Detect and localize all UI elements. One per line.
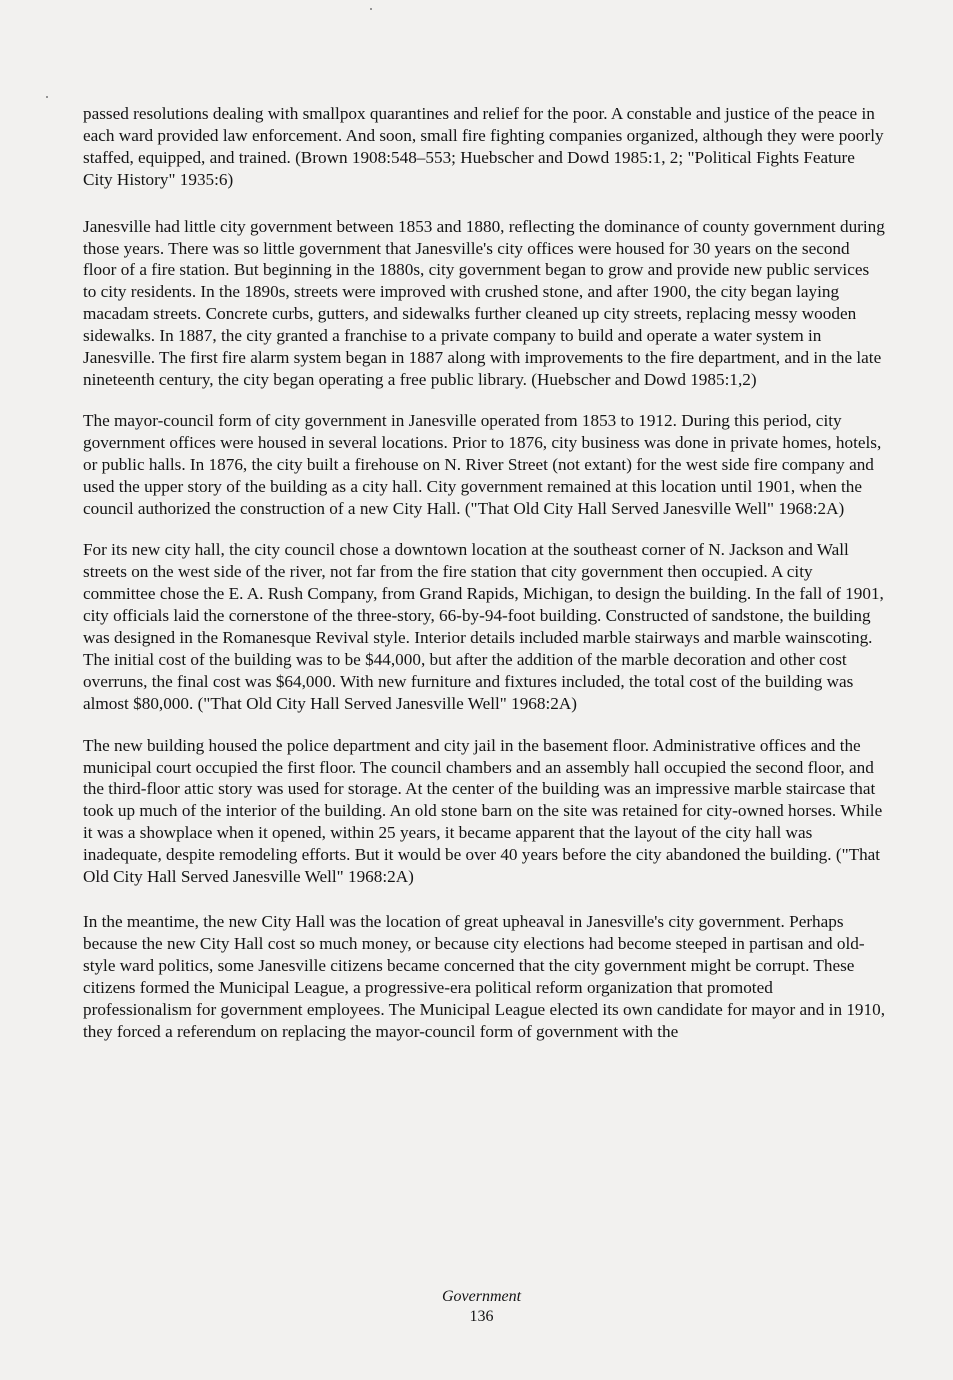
- section-title: Government: [441, 1288, 522, 1305]
- paragraph-5: The new building housed the police department and city jail in the basement floor. Administrative offices and the municipal court occupied the first floor. The council chambers and an assembly hall occupied the second floor, and the third-floor attic story was used for storage. At the center of the building was an impressive marble staircase that took up much of the interior of the building. An old stone barn on the site was retained for city-owned horses. While it was a showplace when it opened, within 25 years, it became apparent that the layout of the city hall was inadequate, despite remodeling efforts. But it would be over 40 years before the city abandoned the building. ("That Old City Hall Served Janesville Well" 1968:2A): [83, 735, 883, 887]
- scan-speck: [370, 8, 372, 10]
- paragraph-3: The mayor-council form of city government in Janesville operated from 1853 to 1912. During this period, city government offices were housed in several locations. Prior to 1876, city business was done in private homes, hotels, or public halls. In 1876, the city built a firehouse on N. River Street (not extant) for the west side fire company and used the upper story of the building as a city hall. City government remained at this location until 1901, when the council authorized the construction of a new City Hall. ("That Old City Hall Served Janesville Well" 1968:2A): [83, 410, 882, 518]
- page-number: 136: [469, 1308, 494, 1325]
- scan-speck: [46, 96, 48, 98]
- page-footer: [0, 1287, 953, 1327]
- paragraph-2: Janesville had little city government between 1853 and 1880, reflecting the dominance of county government during those years. There was so little government that Janesville's city offices were housed for 30 years on the second floor of a fire station. But beginning in the 1880s, city government began to grow and provide new public services to city residents. In the 1890s, streets were improved with crushed stone, and after 1900, the city began laying macadam streets. Concrete curbs, gutters, and sidewalks further cleaned up city streets, replacing messy wooden sidewalks. In 1887, the city granted a franchise to a private company to build and operate a water system in Janesville. The first fire alarm system began in 1887 along with improvements to the fire department, and in the late nineteenth century, the city began operating a free public library. (Huebscher and Dowd 1985:1,2): [83, 216, 885, 389]
- paragraph-4: For its new city hall, the city council chose a downtown location at the southeast corner of N. Jackson and Wall streets on the west side of the river, not far from the fire station that city government then occupied. A city committee chose the E. A. Rush Company, from Grand Rapids, Michigan, to design the building. In the fall of 1901, city officials laid the cornerstone of the three-story, 66-by-94-foot building. Constructed of sandstone, the building was designed in the Romanesque Revival style. Interior details included marble stairways and marble wainscoting. The initial cost of the building was to be $44,000, but after the addition of the marble decoration and other cost overruns, the final cost was $64,000. With new furniture and fixtures included, the total cost of the building was almost $80,000. ("That Old City Hall Served Janesville Well" 1968:2A): [83, 540, 884, 713]
- body-text: [83, 103, 885, 1064]
- paragraph-1: passed resolutions dealing with smallpox quarantines and relief for the poor. A constable and justice of the peace in each ward provided law enforcement. And soon, small fire fighting companies organized, although they were poorly staffed, equipped, and trained. (Brown 1908:548–553; Huebscher and Dowd 1985:1, 2; "Political Fights Feature City History" 1935:6): [83, 104, 884, 189]
- paragraph-6: In the meantime, the new City Hall was the location of great upheaval in Janesville's city government. Perhaps because the new City Hall cost so much money, or because city elections had become steeped in partisan and old-style ward politics, some Janesville citizens became concerned that the city government might be corrupt. These citizens formed the Municipal League, a progressive-era political reform organization that promoted professionalism for government employees. The Municipal League elected its own candidate for mayor and in 1910, they forced a referendum on replacing the mayor-council form of government with the: [83, 912, 886, 1041]
